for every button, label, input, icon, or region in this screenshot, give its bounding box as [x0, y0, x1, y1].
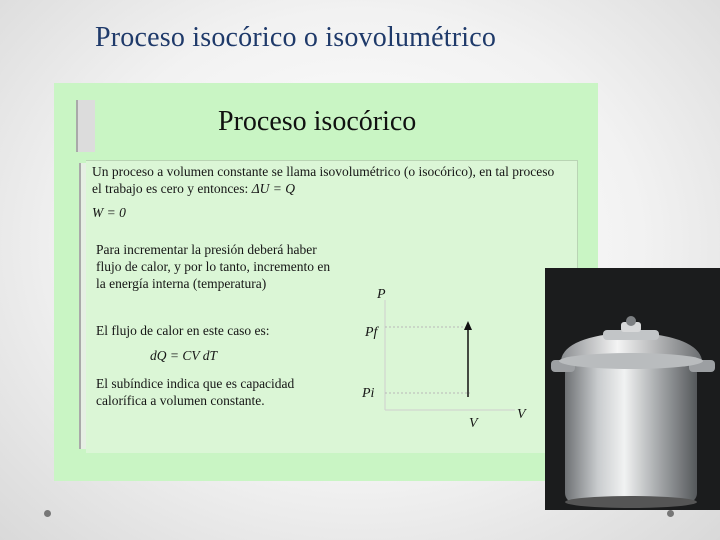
x-axis-label: V — [517, 407, 526, 422]
pv-diagram — [355, 285, 535, 435]
panel-side-bar-top — [76, 100, 95, 152]
work-equation: W = 0 — [92, 205, 126, 220]
heat-formula: dQ = CV dT — [150, 348, 217, 363]
panel-heading: Proceso isocórico — [218, 106, 417, 137]
slide-title: Proceso isocórico o isovolumétrico — [95, 22, 497, 53]
pf-label: Pf — [365, 325, 378, 340]
intro-equation: ΔU = Q — [251, 181, 295, 196]
pressure-paragraph: Para incrementar la presión deberá haber flujo de calor, y por lo tanto, incremento en la energía interna (temperatura) — [96, 242, 331, 291]
pi-label: Pi — [362, 386, 375, 401]
heat-flow-text: El flujo de calor en este caso es: — [96, 323, 270, 338]
arrow-head — [464, 321, 472, 330]
footer-bullet-left — [44, 510, 51, 517]
footer-bullet-right — [667, 510, 674, 517]
subscript-note: El subíndice indica que es capacidad calorífica a volumen constante. — [96, 376, 295, 408]
y-axis-label: P — [377, 287, 386, 302]
intro-text: Un proceso a volumen constante se llama isovolumétrico (o isocórico), en tal proceso el trabajo es cero y entonces: — [92, 164, 555, 196]
pressure-cooker-image — [545, 268, 720, 510]
intro-paragraph — [92, 163, 562, 197]
v-tick-label: V — [469, 416, 478, 431]
